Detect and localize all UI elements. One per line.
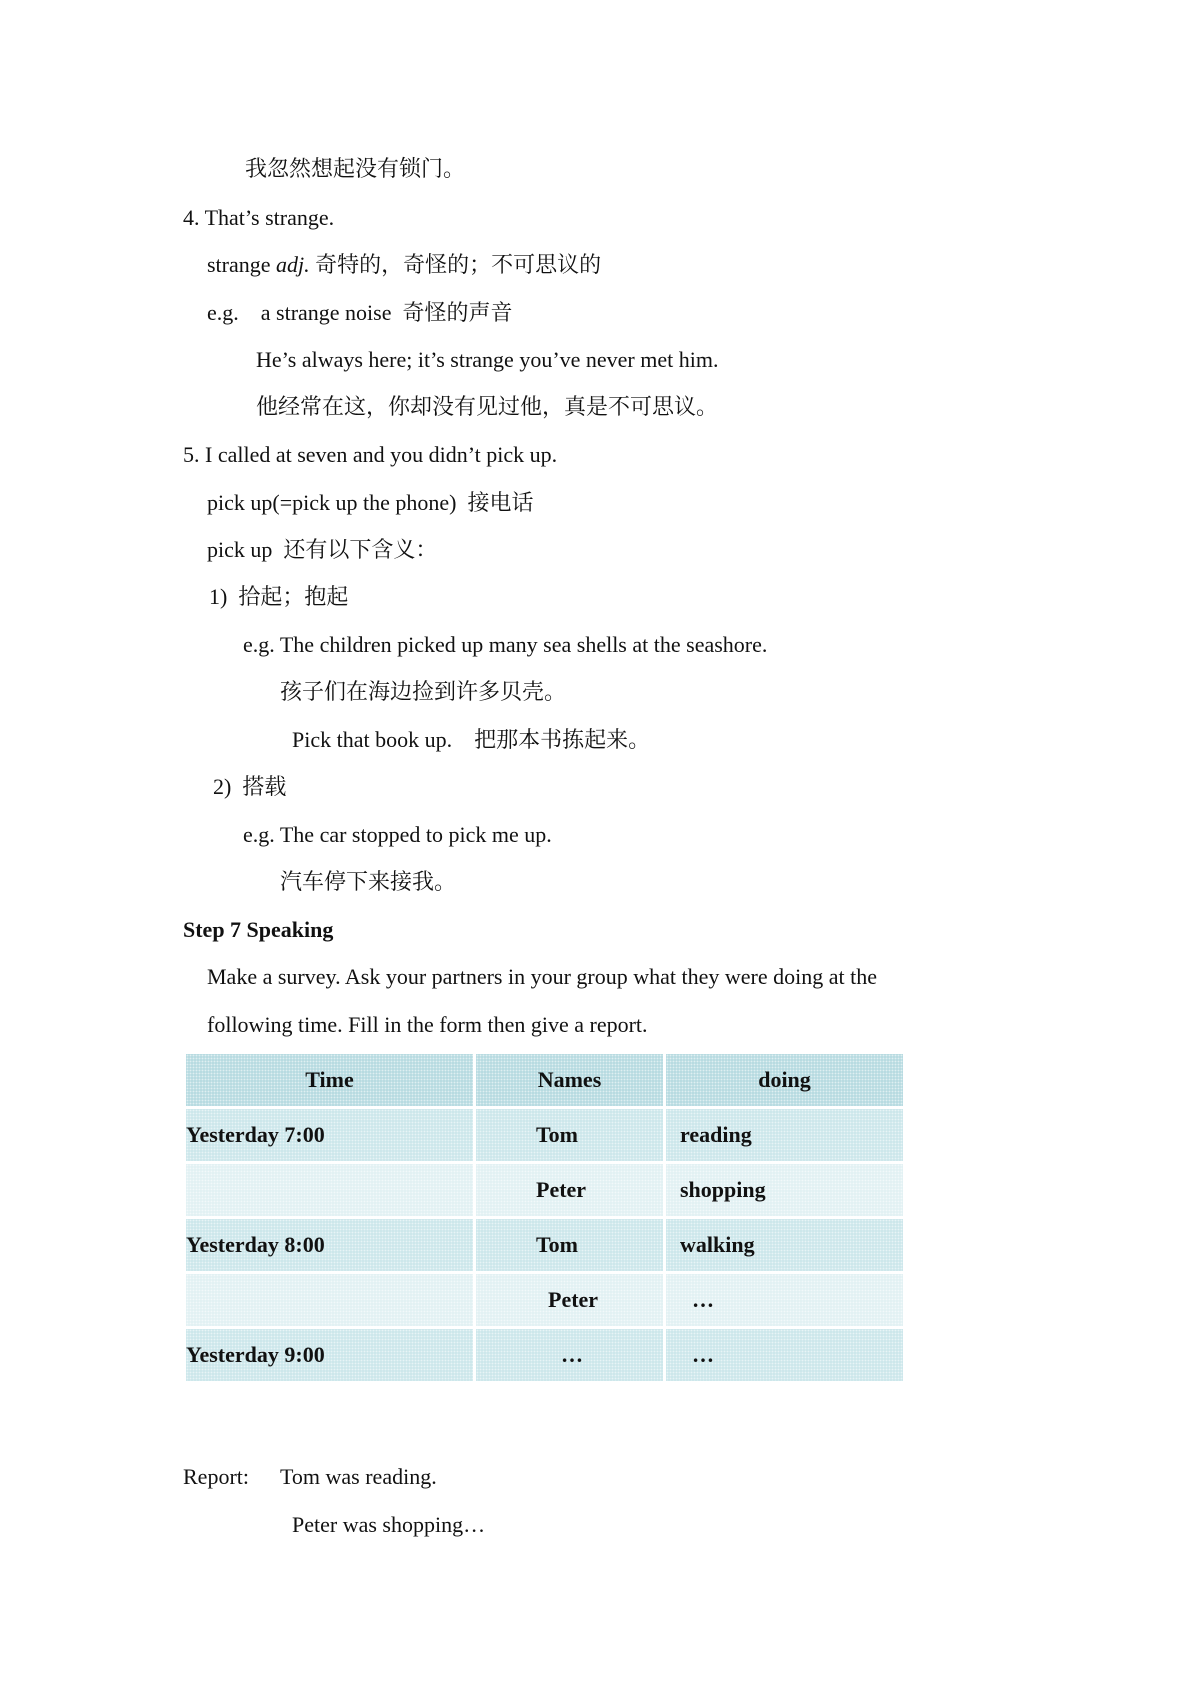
table-row [186,1164,903,1216]
survey-instruction-2: following time. Fill in the form then give a report. [207,1012,648,1037]
cell-doing: reading [666,1109,903,1161]
item-4-heading: 4. That’s strange. [183,205,335,230]
pick-up-phone-definition: pick up(=pick up the phone) 接电话 [207,490,534,515]
pick-up-other-meanings: pick up 还有以下含义： [207,537,438,562]
example-car-stopped-translation: 汽车停下来接我。 [280,869,457,894]
cell-name: … [476,1329,663,1381]
example-car-stopped: e.g. The car stopped to pick me up. [243,822,552,847]
strange-meaning: 奇特的，奇怪的；不可思议的 [309,252,602,277]
table-row [186,1274,903,1326]
header-time: Time [186,1054,473,1106]
cell-doing: walking [666,1219,903,1271]
cell-time: Yesterday 7:00 [186,1109,473,1161]
survey-instruction-1: Make a survey. Ask your partners in your group what they were doing at the [207,964,878,989]
meaning-2-heading: 2) 搭载 [213,774,287,799]
example-pick-book: Pick that book up. 把那本书拣起来。 [292,727,651,752]
cell-name: Tom [476,1109,663,1161]
cell-doing: … [666,1329,903,1381]
cell-doing: … [666,1274,903,1326]
example-sea-shells-translation: 孩子们在海边捡到许多贝壳。 [280,679,567,704]
header-doing: doing [666,1054,903,1106]
table-row [186,1219,903,1271]
cell-name: Peter [476,1274,663,1326]
cell-name: Peter [476,1164,663,1216]
survey-table [183,1051,906,1384]
cell-time: Yesterday 8:00 [186,1219,473,1271]
cell-time [186,1164,473,1216]
section-heading-step7: Step 7 Speaking [183,917,334,942]
report-line-1: Tom was reading. [280,1464,437,1489]
meaning-1-heading: 1) 拾起；抱起 [209,584,349,609]
table-row [186,1329,903,1381]
header-names: Names [476,1054,663,1106]
item-5-heading: 5. I called at seven and you didn’t pick up. [183,442,558,467]
line-translation-door: 我忽然想起没有锁门。 [245,156,466,181]
cell-doing: shopping [666,1164,903,1216]
report-label: Report: [183,1464,249,1489]
cell-time [186,1274,473,1326]
table-row [186,1109,903,1161]
table-header-row [186,1054,903,1106]
cell-time: Yesterday 9:00 [186,1329,473,1381]
adj-abbrev: adj. [276,252,310,277]
strange-definition [207,250,601,280]
example-always-here-translation: 他经常在这，你却没有见过他，真是不可思议。 [256,394,719,419]
report-line-2: Peter was shopping… [292,1512,486,1537]
example-sea-shells: e.g. The children picked up many sea shells at the seashore. [243,632,768,657]
cell-name: Tom [476,1219,663,1271]
example-strange-noise: e.g. a strange noise 奇怪的声音 [207,300,513,325]
example-always-here: He’s always here; it’s strange you’ve never met him. [256,347,719,372]
strange-word: strange [207,252,277,277]
